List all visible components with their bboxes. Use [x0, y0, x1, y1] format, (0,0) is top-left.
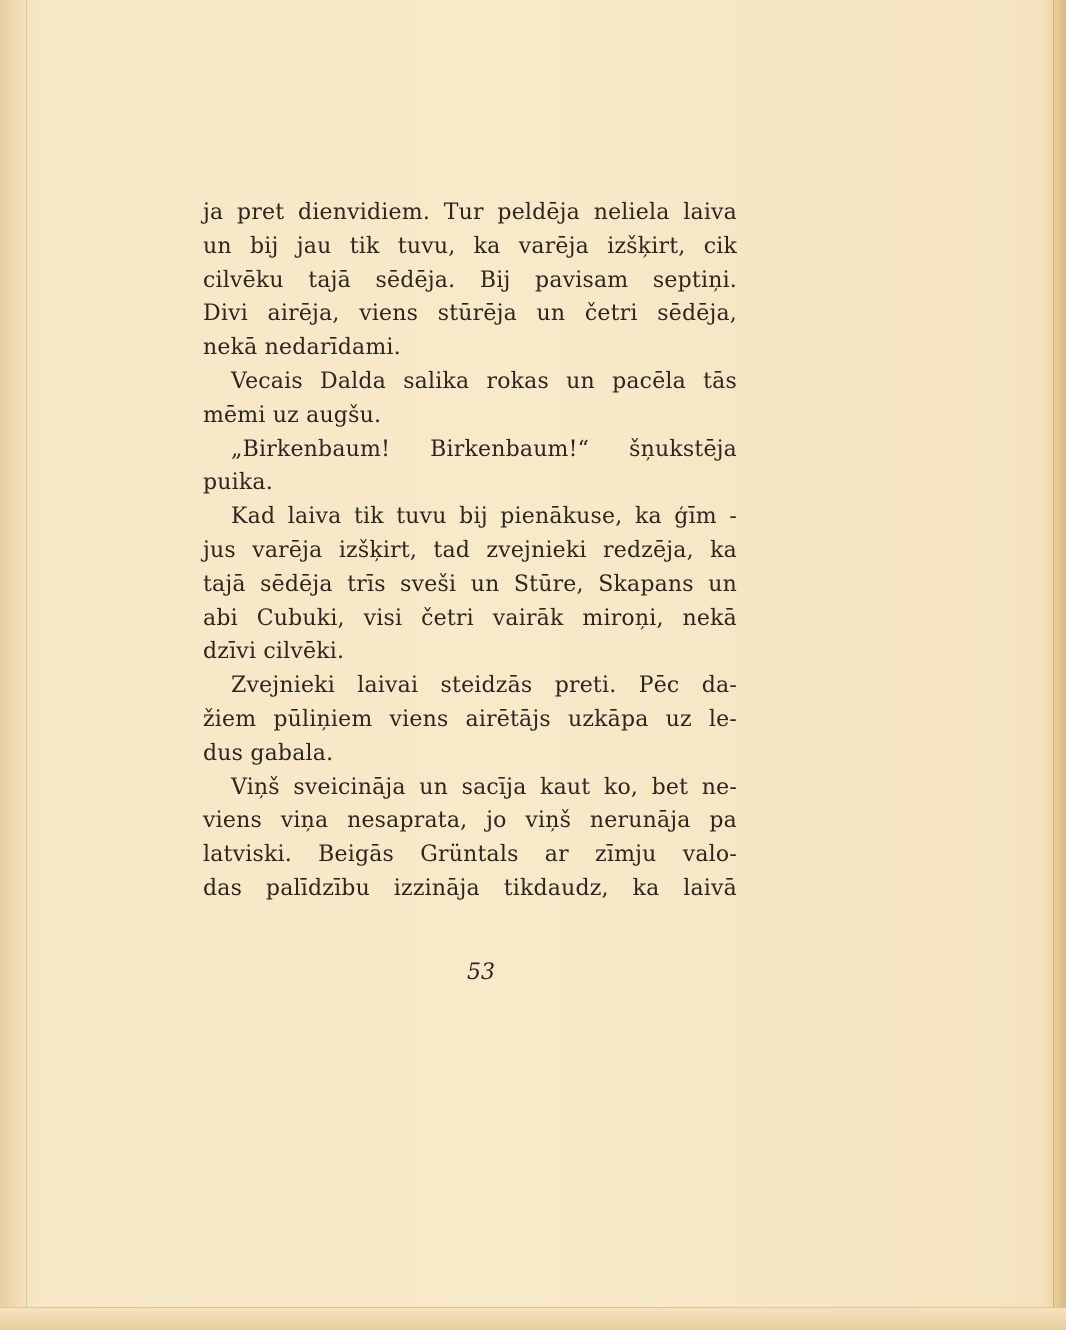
text-line: „Birkenbaum! Birkenbaum!“ šņukstēja	[231, 436, 737, 462]
body-text	[203, 196, 737, 906]
page-right-edge	[1053, 0, 1066, 1330]
text-line: puika.	[203, 470, 273, 496]
text-line: nekā nedarīdami.	[203, 335, 401, 361]
paragraph	[203, 669, 737, 770]
page-left-edge	[0, 0, 27, 1330]
paragraph	[203, 365, 737, 433]
text-line: mēmi uz augšu.	[203, 402, 382, 428]
text-line: jus varēja izšķirt, tad zvejnieki redzēja, ka	[203, 537, 737, 563]
text-line: dzīvi cilvēki.	[203, 639, 345, 665]
page-bottom-edge	[0, 1307, 1066, 1330]
page-number: 53	[467, 960, 495, 985]
text-line: cilvēku tajā sēdēja. Bij pavisam septiņi.	[203, 267, 737, 293]
text-line: Vecais Dalda salika rokas un pacēla tās	[231, 368, 737, 394]
text-line: tajā sēdēja trīs sveši un Stūre, Skapans un	[203, 571, 737, 597]
text-line: abi Cubuki, visi četri vairāk miroņi, nekā	[203, 605, 737, 631]
text-line: das palīdzību izzināja tikdaudz, ka laivā	[203, 875, 737, 901]
text-line: viens viņa nesaprata, jo viņš nerunāja pa	[203, 808, 737, 834]
text-line: ja pret dienvidiem. Tur peldēja neliela laiva	[203, 200, 737, 225]
paragraph	[203, 433, 737, 501]
paragraph	[203, 771, 737, 906]
text-line: latviski. Beigās Grüntals ar zīmju valo-	[203, 842, 737, 868]
text-line: Divi airēja, viens stūrēja un četri sēdēja,	[203, 301, 737, 327]
text-line: Kad laiva tik tuvu bij pienākuse, ka ģīm -	[231, 504, 737, 530]
text-line: žiem pūliņiem viens airētājs uzkāpa uz le-	[203, 706, 737, 732]
text-line: dus gabala.	[203, 740, 334, 766]
text-line: un bij jau tik tuvu, ka varēja izšķirt, cik	[203, 233, 737, 259]
text-line: Zvejnieki laivai steidzās preti. Pēc da-	[231, 673, 737, 699]
paragraph	[203, 500, 737, 669]
paragraph	[203, 196, 737, 365]
text-line: Viņš sveicināja un sacīja kaut ko, bet ne-	[231, 774, 737, 800]
